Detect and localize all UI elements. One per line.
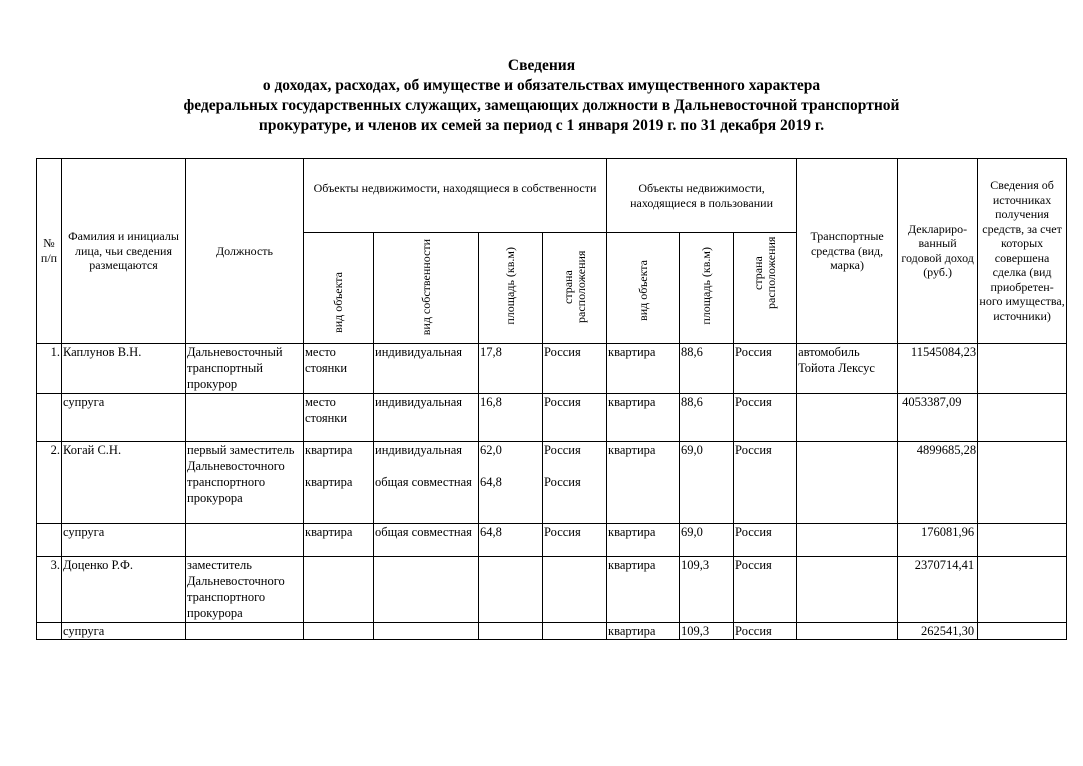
row-used-country: Россия xyxy=(734,441,797,523)
row-owned-type xyxy=(304,441,374,523)
row-owned-type: квартира xyxy=(304,523,374,556)
row-owned-ownership: индивидуальная xyxy=(374,393,479,441)
row-position xyxy=(186,523,304,556)
row-position xyxy=(186,393,304,441)
row-income: 11545084,23 xyxy=(898,343,978,393)
row-used-country: Россия xyxy=(734,343,797,393)
row-used-area: 109,3 xyxy=(680,622,734,639)
row-name: Когай С.Н. xyxy=(62,441,186,523)
row-owned-area xyxy=(479,622,543,639)
table-row xyxy=(37,523,1067,556)
row-sources xyxy=(978,343,1067,393)
row-used-country: Россия xyxy=(734,556,797,622)
owned-type-1: квартира xyxy=(305,442,353,457)
header-used-country: страна расположения xyxy=(751,236,779,310)
header-num: № п/п xyxy=(37,159,62,344)
owned-type-2: квартира xyxy=(305,474,353,489)
row-transport xyxy=(797,622,898,639)
row-owned-area: 16,8 xyxy=(479,393,543,441)
row-owned-area xyxy=(479,556,543,622)
row-owned-country: Россия xyxy=(543,523,607,556)
row-used-type: квартира xyxy=(607,343,680,393)
row-owned-ownership xyxy=(374,556,479,622)
row-name: супруга xyxy=(62,523,186,556)
row-owned-ownership: общая совместная xyxy=(374,523,479,556)
row-owned-country: Россия xyxy=(543,343,607,393)
row-used-country: Россия xyxy=(734,393,797,441)
row-used-area: 109,3 xyxy=(680,556,734,622)
owned-ownership-1: индивидуальная xyxy=(375,442,463,457)
header-owned-area: площадь (кв.м) xyxy=(503,247,517,325)
header-used: Объекты недвижимости, находящиеся в пользовании xyxy=(607,159,797,233)
row-position: Дальневосточный транспортный прокурор xyxy=(186,343,304,393)
row-income: 176081,96 xyxy=(898,523,978,556)
owned-area-1: 62,0 xyxy=(480,442,502,457)
header-name: Фамилия и инициалы лица, чьи сведения размещаются xyxy=(62,159,186,344)
row-owned-area xyxy=(479,441,543,523)
table-row xyxy=(37,343,1067,393)
header-owned-ownership: вид собственности xyxy=(418,238,433,335)
row-owned-country xyxy=(543,441,607,523)
row-income: 4899685,28 xyxy=(898,441,978,523)
row-transport xyxy=(797,393,898,441)
title-line-2: о доходах, расходах, об имуществе и обязательствах имущественного характера xyxy=(262,77,821,94)
table-row xyxy=(37,393,1067,441)
row-transport xyxy=(797,556,898,622)
row-owned-type xyxy=(304,622,374,639)
title-line-3: федеральных государственных служащих, замещающих должности в Дальневосточной транспортной xyxy=(183,97,900,114)
header-income: Деклариро-ванный годовой доход (руб.) xyxy=(898,159,978,344)
row-owned-area: 64,8 xyxy=(479,523,543,556)
row-owned-ownership: индивидуальная xyxy=(374,343,479,393)
row-used-type: квартира xyxy=(607,556,680,622)
row-income: 2370714,41 xyxy=(898,556,978,622)
row-used-country: Россия xyxy=(734,622,797,639)
row-used-type: квартира xyxy=(607,622,680,639)
owned-ownership-2: общая совместная xyxy=(375,474,472,489)
row-name: Доценко Р.Ф. xyxy=(62,556,186,622)
row-owned-type: место стоянки xyxy=(304,393,374,441)
table-row xyxy=(37,556,1067,622)
table-row xyxy=(37,441,1067,523)
header-position: Должность xyxy=(186,159,304,344)
owned-area-2: 64,8 xyxy=(480,474,502,489)
header-used-area: площадь (кв.м) xyxy=(699,247,714,325)
header-owned-type: вид объекта xyxy=(331,272,345,333)
row-name: супруга xyxy=(62,393,186,441)
row-num xyxy=(37,622,62,639)
row-name: супруга xyxy=(62,622,186,639)
row-num xyxy=(37,523,62,556)
row-owned-type xyxy=(304,556,374,622)
row-used-area: 88,6 xyxy=(680,393,734,441)
row-transport: автомобиль Тойота Лексус xyxy=(797,343,898,393)
row-transport xyxy=(797,441,898,523)
owned-country-1: Россия xyxy=(544,442,581,457)
row-name: Каплунов В.Н. xyxy=(62,343,186,393)
row-owned-area: 17,8 xyxy=(479,343,543,393)
row-used-area: 69,0 xyxy=(680,441,734,523)
header-used-type: вид объекта xyxy=(635,260,650,321)
row-position xyxy=(186,622,304,639)
row-sources xyxy=(978,523,1067,556)
header-transport: Транспортные средства (вид, марка) xyxy=(797,159,898,344)
row-position: заместитель Дальневосточного транспортного прокурора xyxy=(186,556,304,622)
row-sources xyxy=(978,622,1067,639)
header-owned-country: страна расположения xyxy=(560,250,588,324)
row-used-country: Россия xyxy=(734,523,797,556)
row-num xyxy=(37,393,62,441)
title-line-1: Сведения xyxy=(507,57,576,74)
row-used-type: квартира xyxy=(607,393,680,441)
row-income: 262541,30 xyxy=(898,622,978,639)
declarations-table xyxy=(36,158,1067,640)
row-owned-type: место стоянки xyxy=(304,343,374,393)
header-sources: Сведения об источниках получения средств, за счет которых совершена сделка (вид приобретен-ного имущества, источники) xyxy=(978,159,1067,344)
document-title xyxy=(0,56,1083,136)
row-position: первый заместитель Дальневосточного транспортного прокурора xyxy=(186,441,304,523)
row-owned-country xyxy=(543,556,607,622)
row-owned-ownership xyxy=(374,622,479,639)
row-owned-ownership xyxy=(374,441,479,523)
row-sources xyxy=(978,441,1067,523)
row-sources xyxy=(978,393,1067,441)
owned-country-2: Россия xyxy=(544,474,581,489)
header-owned: Объекты недвижимости, находящиеся в собственности xyxy=(304,159,607,233)
row-used-area: 88,6 xyxy=(680,343,734,393)
row-num: 3. xyxy=(37,556,62,622)
row-used-type: квартира xyxy=(607,441,680,523)
row-transport xyxy=(797,523,898,556)
row-income: 4053387,09 xyxy=(898,393,978,441)
row-num: 2. xyxy=(37,441,62,523)
row-sources xyxy=(978,556,1067,622)
title-line-4: прокуратуре, и членов их семей за период с 1 января 2019 г. по 31 декабря 2019 г. xyxy=(258,117,825,134)
table-row xyxy=(37,622,1067,639)
row-owned-country: Россия xyxy=(543,393,607,441)
row-used-area: 69,0 xyxy=(680,523,734,556)
row-num: 1. xyxy=(37,343,62,393)
row-owned-country xyxy=(543,622,607,639)
row-used-type: квартира xyxy=(607,523,680,556)
